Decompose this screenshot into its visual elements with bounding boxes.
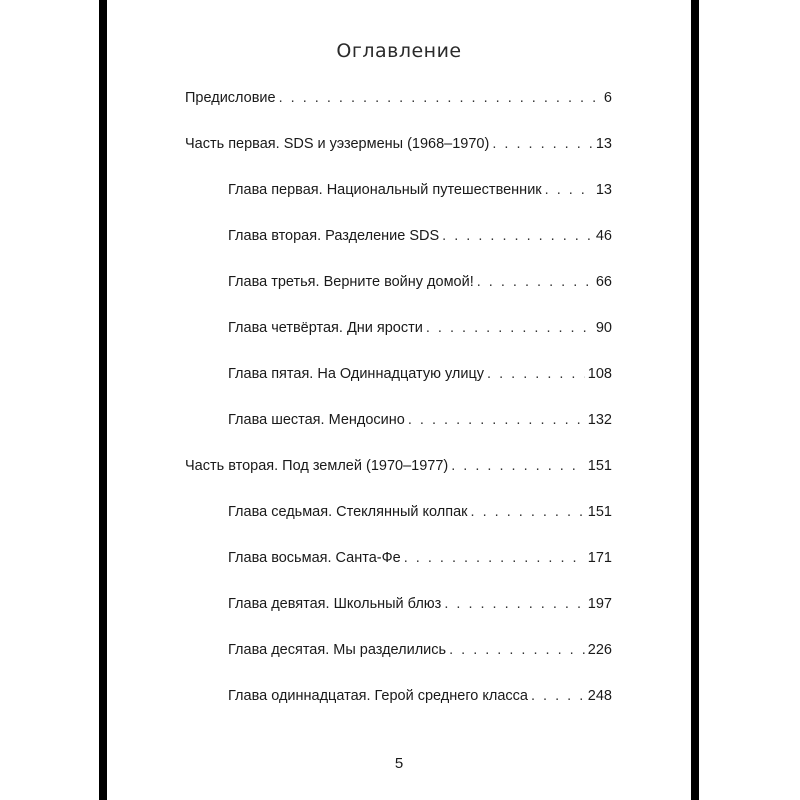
toc-chapter-entry — [228, 412, 612, 434]
toc-chapter-entry — [228, 366, 612, 388]
dot-leader — [408, 412, 585, 428]
toc-chapter-entry — [228, 228, 612, 250]
dot-leader — [471, 504, 585, 520]
toc-entry-page: 6 — [603, 90, 612, 106]
dot-leader — [531, 688, 585, 704]
toc-entry-title: Предисловие — [185, 90, 276, 106]
toc-entry-page: 151 — [587, 504, 612, 520]
page-number: 5 — [394, 755, 404, 772]
toc-entry-page: 90 — [595, 320, 612, 336]
dot-leader — [545, 182, 593, 198]
toc-chapter-entry — [228, 504, 612, 526]
toc-chapter-entry — [228, 182, 612, 204]
toc-chapter-entry — [228, 550, 612, 572]
toc-part-entry — [185, 458, 612, 480]
dot-leader — [451, 458, 585, 474]
toc-entry-page: 226 — [587, 642, 612, 658]
toc-entry-title: Глава первая. Национальный путешественник — [228, 182, 542, 198]
toc-entry-page: 171 — [587, 550, 612, 566]
dot-leader — [444, 596, 584, 612]
dot-leader — [492, 136, 593, 152]
toc-chapter-entry — [228, 596, 612, 618]
dot-leader — [487, 366, 585, 382]
dot-leader — [404, 550, 585, 566]
toc-entry-page: 46 — [595, 228, 612, 244]
toc-entry-title: Часть вторая. Под землей (1970–1977) — [185, 458, 449, 474]
toc-entry-title: Глава девятая. Школьный блюз — [228, 596, 442, 612]
toc-entry-page: 108 — [587, 366, 612, 382]
toc-entry-title: Глава десятая. Мы разделились — [228, 642, 447, 658]
toc-entry-page: 132 — [587, 412, 612, 428]
toc-entry-title: Глава пятая. На Одиннадцатую улицу — [228, 366, 485, 382]
toc-entry-title: Глава вторая. Разделение SDS — [228, 228, 440, 244]
toc-chapter-entry — [228, 688, 612, 710]
dot-leader — [442, 228, 593, 244]
toc-entry-title: Глава одиннадцатая. Герой среднего класса — [228, 688, 528, 704]
toc-entry-page: 13 — [595, 182, 612, 198]
toc-entry-page: 151 — [587, 458, 612, 474]
toc-entry-title: Глава шестая. Мендосино — [228, 412, 405, 428]
toc-entry-page: 66 — [595, 274, 612, 290]
dot-leader — [279, 90, 601, 106]
toc-chapter-entry — [228, 274, 612, 296]
toc-chapter-entry — [228, 642, 612, 664]
toc-entry-page: 13 — [595, 136, 612, 152]
toc-entry-title: Глава четвёртая. Дни ярости — [228, 320, 423, 336]
toc-chapter-entry — [228, 320, 612, 342]
dot-leader — [449, 642, 585, 658]
page-title: Оглавление — [336, 40, 462, 62]
toc-entry-page: 197 — [587, 596, 612, 612]
dot-leader — [477, 274, 593, 290]
toc-entry-page: 248 — [587, 688, 612, 704]
dot-leader — [426, 320, 593, 336]
toc-part-entry — [185, 136, 612, 158]
toc-entry-title: Глава седьмая. Стеклянный колпак — [228, 504, 468, 520]
toc-part-entry — [185, 90, 612, 112]
toc-entry-title: Часть первая. SDS и уэзермены (1968–1970) — [185, 136, 490, 152]
toc-entry-title: Глава третья. Верните войну домой! — [228, 274, 474, 290]
toc-entry-title: Глава восьмая. Санта-Фе — [228, 550, 401, 566]
